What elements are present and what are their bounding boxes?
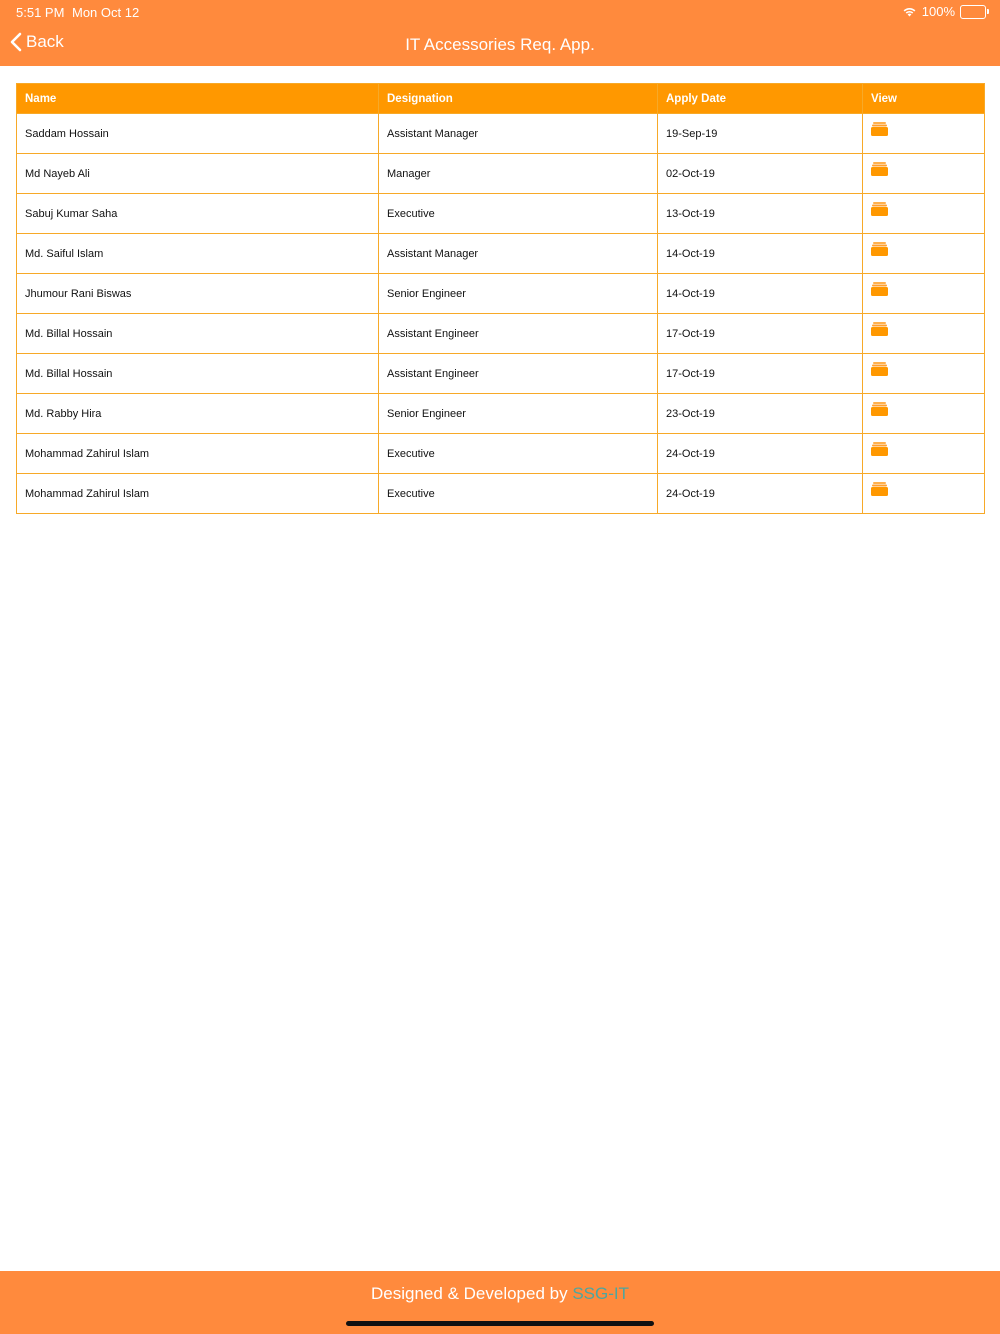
- cell-designation: Executive: [379, 474, 658, 514]
- column-header-name: Name: [17, 84, 379, 114]
- status-indicators: [902, 4, 986, 19]
- cell-name: Saddam Hossain: [17, 114, 379, 154]
- cell-name: Mohammad Zahirul Islam: [17, 474, 379, 514]
- table-row: [17, 314, 985, 354]
- cell-designation: Assistant Engineer: [379, 314, 658, 354]
- view-folder-icon[interactable]: [871, 362, 888, 379]
- footer: [0, 1271, 1000, 1334]
- table-row: [17, 274, 985, 314]
- cell-apply-date: 14-Oct-19: [658, 234, 863, 274]
- cell-name: Mohammad Zahirul Islam: [17, 434, 379, 474]
- cell-view: [863, 434, 985, 474]
- wifi-icon: [902, 6, 917, 17]
- column-header-designation: Designation: [379, 84, 658, 114]
- cell-view: [863, 114, 985, 154]
- cell-apply-date: 14-Oct-19: [658, 274, 863, 314]
- cell-designation: Manager: [379, 154, 658, 194]
- footer-brand: SSG-IT: [572, 1284, 629, 1303]
- cell-view: [863, 354, 985, 394]
- cell-view: [863, 194, 985, 234]
- cell-name: Jhumour Rani Biswas: [17, 274, 379, 314]
- cell-view: [863, 474, 985, 514]
- table-row: [17, 234, 985, 274]
- cell-view: [863, 234, 985, 274]
- page-title: IT Accessories Req. App.: [405, 35, 595, 54]
- cell-designation: Assistant Engineer: [379, 354, 658, 394]
- cell-apply-date: 17-Oct-19: [658, 314, 863, 354]
- table-row: [17, 154, 985, 194]
- cell-view: [863, 274, 985, 314]
- cell-designation: Senior Engineer: [379, 274, 658, 314]
- table-row: [17, 194, 985, 234]
- column-header-apply-date: Apply Date: [658, 84, 863, 114]
- cell-apply-date: 24-Oct-19: [658, 474, 863, 514]
- cell-apply-date: 13-Oct-19: [658, 194, 863, 234]
- cell-apply-date: 24-Oct-19: [658, 434, 863, 474]
- cell-apply-date: 02-Oct-19: [658, 154, 863, 194]
- cell-name: Md. Saiful Islam: [17, 234, 379, 274]
- cell-designation: Assistant Manager: [379, 234, 658, 274]
- status-time: 5:51 PM: [16, 5, 65, 20]
- status-date: Mon Oct 12: [72, 5, 140, 20]
- table-row: [17, 354, 985, 394]
- navigation-bar: [0, 0, 1000, 66]
- view-folder-icon[interactable]: [871, 402, 888, 419]
- cell-name: Md. Billal Hossain: [17, 354, 379, 394]
- cell-designation: Assistant Manager: [379, 114, 658, 154]
- cell-apply-date: 17-Oct-19: [658, 354, 863, 394]
- view-folder-icon[interactable]: [871, 282, 888, 299]
- table-row: [17, 474, 985, 514]
- table-row: [17, 114, 985, 154]
- requests-table: [16, 83, 984, 514]
- view-folder-icon[interactable]: [871, 162, 888, 179]
- cell-designation: Senior Engineer: [379, 394, 658, 434]
- cell-name: Md Nayeb Ali: [17, 154, 379, 194]
- cell-view: [863, 394, 985, 434]
- cell-designation: Executive: [379, 434, 658, 474]
- battery-icon: [960, 5, 986, 19]
- view-folder-icon[interactable]: [871, 122, 888, 139]
- cell-name: Md. Billal Hossain: [17, 314, 379, 354]
- table-header-row: [17, 84, 985, 114]
- view-folder-icon[interactable]: [871, 242, 888, 259]
- cell-name: Md. Rabby Hira: [17, 394, 379, 434]
- battery-percent: 100%: [921, 4, 955, 19]
- column-header-view: View: [863, 84, 985, 114]
- cell-view: [863, 154, 985, 194]
- footer-credit: Designed & Developed by SSG-IT: [371, 1284, 629, 1303]
- table-row: [17, 434, 985, 474]
- cell-name: Sabuj Kumar Saha: [17, 194, 379, 234]
- home-indicator: [346, 1321, 654, 1326]
- cell-designation: Executive: [379, 194, 658, 234]
- view-folder-icon[interactable]: [871, 322, 888, 339]
- back-label: Back: [26, 32, 64, 51]
- view-folder-icon[interactable]: [871, 442, 888, 459]
- cell-apply-date: 19-Sep-19: [658, 114, 863, 154]
- view-folder-icon[interactable]: [871, 202, 888, 219]
- table-row: [17, 394, 985, 434]
- cell-view: [863, 314, 985, 354]
- cell-apply-date: 23-Oct-19: [658, 394, 863, 434]
- view-folder-icon[interactable]: [871, 482, 888, 499]
